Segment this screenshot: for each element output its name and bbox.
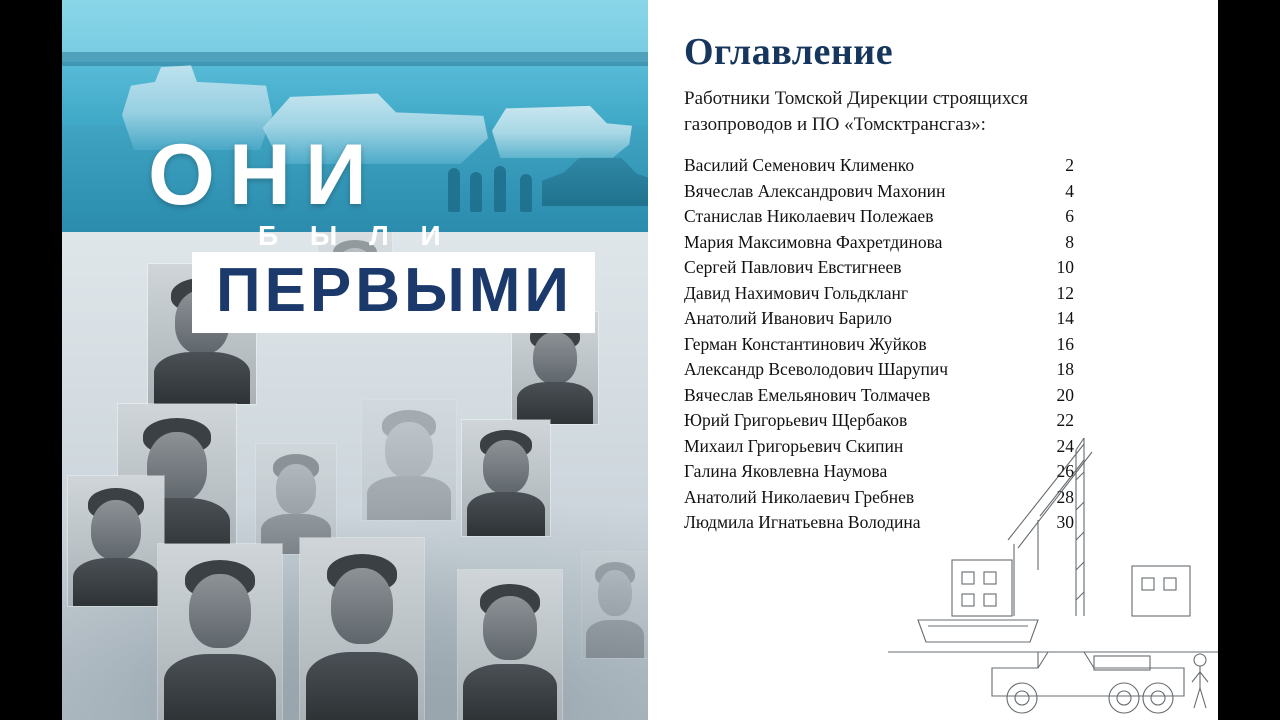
portrait-photo (158, 544, 282, 720)
contents-page (648, 0, 1218, 720)
toc-row[interactable] (684, 385, 1074, 411)
toc-entry-name: Вячеслав Александрович Махонин (684, 180, 946, 201)
toc-entry-name: Герман Константинович Жуйков (684, 333, 927, 354)
toc-entry-name: Юрий Григорьевич Щербаков (684, 410, 908, 430)
cover-title-line-2: Б Ы Л И (258, 220, 453, 251)
toc-entry-name: Сергей Павлович Евстигнеев (684, 257, 902, 277)
toc-entry-page: 18 (1056, 359, 1074, 379)
toc-entry-page: 26 (1056, 461, 1074, 481)
portrait-photo (68, 476, 164, 606)
toc-entry-page: 24 (1056, 435, 1074, 456)
toc-entry-name: Михаил Григорьевич Скипин (684, 435, 904, 456)
letterbox-left (0, 0, 62, 720)
worker-figures (442, 140, 562, 212)
toc-entry-page: 30 (1056, 512, 1074, 532)
toc-entry-page: 22 (1056, 410, 1074, 430)
toc-entry-page: 12 (1056, 282, 1074, 303)
toc-row[interactable] (684, 283, 1074, 309)
toc-entry-page: 8 (1065, 231, 1074, 252)
toc-entry-name: Василий Семенович Клименко (684, 155, 915, 175)
toc-entry-name: Станислав Николаевич Полежаев (684, 206, 934, 226)
toc-entry-name: Александр Всеволодович Шарупич (684, 359, 949, 379)
toc-entry-name: Мария Максимовна Фахретдинова (684, 231, 943, 252)
toc-entry-page: 28 (1056, 486, 1074, 507)
toc-row[interactable] (684, 334, 1074, 360)
toc-entry-name: Анатолий Иванович Барило (684, 308, 892, 328)
toc-row[interactable] (684, 181, 1074, 207)
toc-entry-name: Вячеслав Емельянович Толмачев (684, 384, 931, 405)
toc-entry-page: 4 (1065, 180, 1074, 201)
portrait-photo (362, 400, 456, 520)
toc-row[interactable] (684, 257, 1074, 283)
toc-row[interactable] (684, 308, 1074, 334)
toc-row[interactable] (684, 206, 1074, 232)
toc-entry-name: Людмила Игнатьевна Володина (684, 512, 921, 532)
toc-entry-page: 6 (1065, 206, 1074, 226)
letterbox-right (1218, 0, 1280, 720)
toc-entry-page: 10 (1056, 257, 1074, 277)
toc-entry-page: 16 (1056, 333, 1074, 354)
cover-title-plate (192, 252, 595, 333)
cover-title-line-1: ОНИ (148, 127, 381, 223)
toc-entry-name: Галина Яковлевна Наумова (684, 461, 888, 481)
toc-entry-page: 2 (1065, 155, 1074, 175)
cover-title-line-3: ПЕРВЫМИ (216, 256, 573, 325)
page-title: Оглавление (684, 31, 894, 73)
toc-row[interactable] (684, 359, 1074, 385)
portrait-photo (458, 570, 562, 720)
toc-entry-page: 20 (1056, 384, 1074, 405)
crane-truck-illustration (888, 420, 1218, 720)
portrait-photo (300, 538, 424, 720)
contents-subtitle: Работники Томской Дирекции строящихся газопроводов и ПО «Томсктрансгаз»: (684, 88, 1028, 135)
portrait-photo (462, 420, 550, 536)
toc-row[interactable] (684, 232, 1074, 258)
book-cover-page (62, 0, 648, 720)
toc-entry-name: Давид Нахимович Гольдкланг (684, 282, 909, 303)
toc-entry-page: 14 (1056, 308, 1074, 328)
toc-row[interactable] (684, 155, 1074, 181)
toc-entry-name: Анатолий Николаевич Гребнев (684, 486, 915, 507)
portrait-photo (582, 552, 648, 658)
